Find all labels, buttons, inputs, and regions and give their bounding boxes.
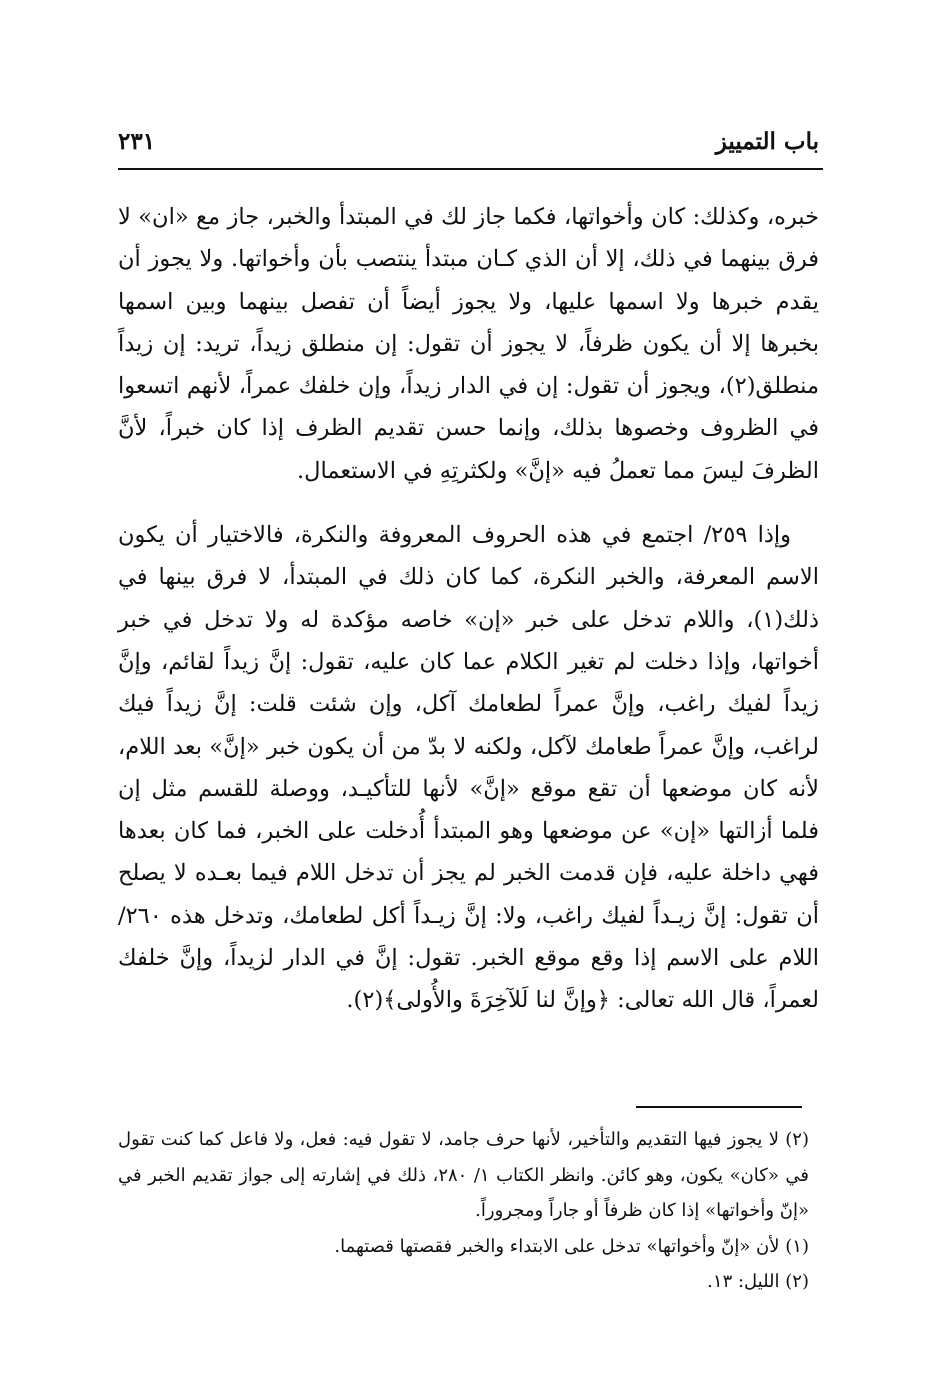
footnote-3: (٢) الليل: ١٣. bbox=[707, 1271, 809, 1292]
main-text bbox=[118, 196, 819, 1022]
paragraph-1: خبره، وكذلك: كان وأخواتها، فكما جاز لك في المبتدأ والخبر، جاز مع «ان» لا فرق بينهما في ذلك، إلا أن الذي كـان مبتدأ ينتصب بأن وأخواتها. ولا يجوز أن يقدم خبرها ولا اسمها عليها، ولا يجوز أيضاً أن تفصل بينهما وبين اسمها بخبرها إلا أن يكون ظرفاً، لا يجوز أن تقول: إن منطلق زيداً، تريد: إن زيداً منطلق(٢)، ويجوز أن تقول: إن في الدار زيداً، وإن خلفك عمراً، لأنهم اتسعوا في الظروف وخصوها بذلك، وإنما حسن تقديم الظرف إذا كان خبراً، لأنَّ الظرفَ ليسَ مما تعملُ فيه «إنَّ» ولكثرتِهِ في الاستعمال. bbox=[118, 204, 819, 484]
footnotes bbox=[118, 1122, 809, 1300]
header-rule bbox=[118, 168, 823, 170]
chapter-title: باب التمييز bbox=[715, 128, 819, 155]
footnote-1: (٢) لا يجوز فيها التقديم والتأخير، لأنها حرف جامد، لا تقول فيه: فعل، ولا فاعل كما كنت تقول في «كان» يكون، وهو كائن. وانظر الكتاب ١/ ٢٨٠، ذلك في إشارته إلى جواز تقديم الخبر في «إنّ وأخواتها» إذا كان ظرفاً أو جاراً ومجروراً. bbox=[118, 1129, 809, 1221]
page-number: ٢٣١ bbox=[118, 128, 156, 155]
running-header bbox=[118, 128, 819, 161]
footnote-2: (١) لأن «إنّ وأخواتها» تدخل على الابتداء والخبر فقصتها قصتهما. bbox=[334, 1235, 809, 1257]
footnote-separator bbox=[636, 1106, 802, 1108]
paragraph-2: وإذا ٢٥٩/ اجتمع في هذه الحروف المعروفة والنكرة، فالاختيار أن يكون الاسم المعرفة، والخبر النكرة، كما كان ذلك في المبتدأ، لا فرق بينها في ذلك(١)، واللام تدخل على خبر «إن» خاصه مؤكدة له ولا تدخل في خبر أخواتها، وإذا دخلت لم تغير الكلام عما كان عليه، تقول: إنَّ زيداً لقائم، وإنَّ زيداً لفيك راغب، وإنَّ عمراً لطعامك آكل، وإن شئت قلت: إنَّ زيداً فيك لراغب، وإنَّ عمراً طعامك لآكل، ولكنه لا بدّ من أن يكون خبر «إنَّ» بعد اللام، لأنه كان موضعها أن تقع موقع «إنَّ» لأنها للتأكيـد، ووصلة للقسم مثل إن فلما أزالتها «إن» عن موضعها وهو المبتدأ أُدخلت على الخبر، فما كان بعدها فهي داخلة عليه، فإن قدمت الخبر لم يجز أن تدخل اللام فيما بعـده لا يصلح أن تقول: إنَّ زيـداً لفيك راغب، ولا: إنَّ زيـداً أكل لطعامك، وتدخل هذه ٢٦٠/ اللام على الاسم إذا وقع موقع الخبر. تقول: إنَّ في الدار لزيداً، وإنَّ خلفك لعمراً، قال الله تعالى: ﴿وإنَّ لنا لَلآخِرَةَ والأُولى﴾(٢). bbox=[118, 522, 820, 1014]
